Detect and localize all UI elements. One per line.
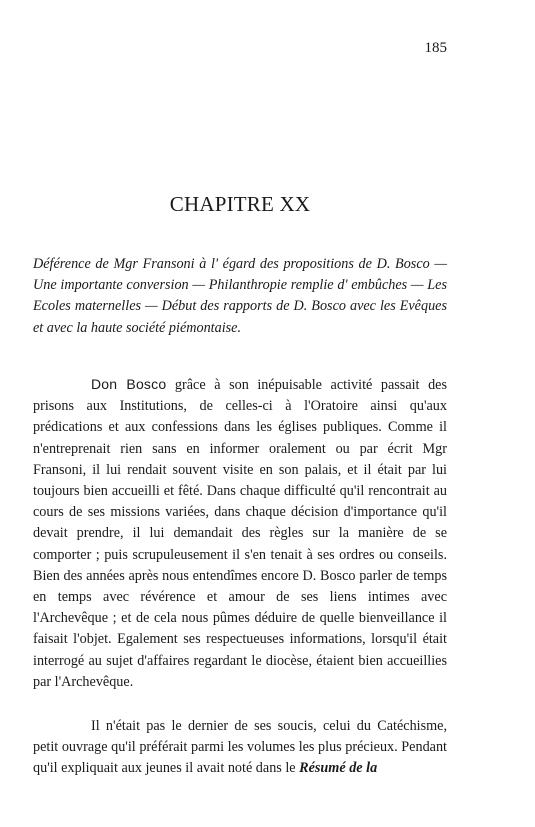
paragraph-1 (33, 374, 447, 693)
paragraph-2 (33, 716, 447, 780)
chapter-title: CHAPITRE XX (169, 192, 311, 216)
paragraph-1-text: grâce à son inépuisable activité passait des prisons aux Institutions, de celles-ci à l'Oratoire ainsi qu'aux prédications et aux confessions dans les églises publiques. Comme il n'entreprenait rien sans en informer oralement ou par écrit Mgr Fransoni, il lui rendait souvent visite en son palais, et il était par lui toujours bien accueilli et fêté. Dans chaque difficulté qu'il rencontrait au cours de ses missions variées, dans chaque décision d'importance qu'il devait prendre, il lui demandait des règles sur la manière de se comporter ; puis scrupuleusement il s'en tenait à ses ordres ou conseils. Bien des années après nous entendîmes encore D. Bosco parler de temps en temps avec révérence et amour de ses liens intimes avec l'Archevêque ; et de cela nous pûmes déduire de quelle bienveillance il faisait l'objet. Egalement ses respectueuses informations, lorsqu'il était interrogé au sujet d'affaires regardant le diocèse, étaient bien accueillies par l'Archevêque. (33, 377, 447, 690)
chapter-summary: Déférence de Mgr Fransoni à l' égard des propositions de D. Bosco — Une importante conversion — Philanthropie remplie d' embûches — Les Ecoles maternelles — Début des rapports de D. Bosco avec les Evêques et avec la haute société piémontaise. (33, 256, 447, 336)
paragraph-2-text: Il n'était pas le dernier de ses soucis, celui du Catéchisme, petit ouvrage qu'il préférait parmi les volumes les plus précieux. Pendant qu'il expliquait aux jeunes il avait noté dans le (33, 718, 447, 777)
paragraph-1-lead: Don Bosco (91, 376, 167, 392)
page-number: 185 (424, 40, 447, 56)
paragraph-2-italic: Résumé de la (299, 760, 378, 777)
